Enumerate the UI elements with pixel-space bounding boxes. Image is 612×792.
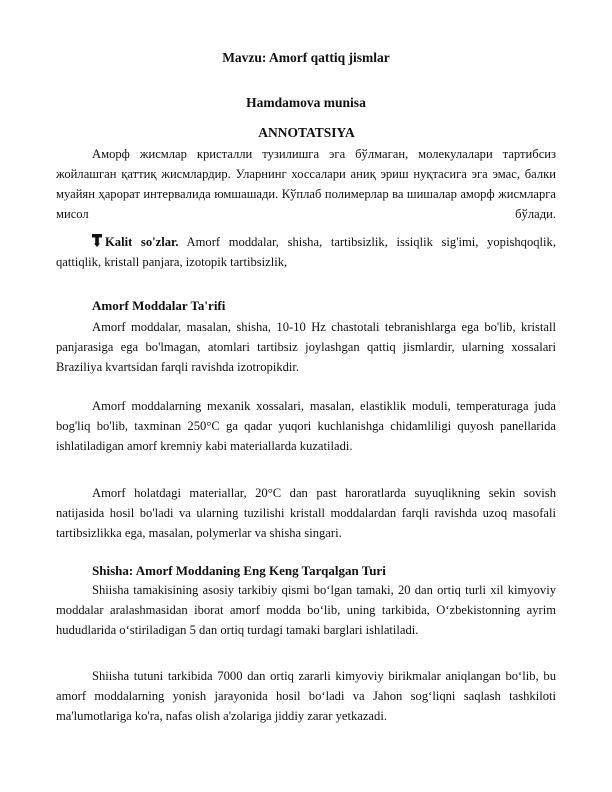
section1-paragraph-3: Amorf holatdagi materiallar, 20°C dan past haroratlarda suyuqlikning sekin sovish natijasida hosil bo'ladi va ularning tuzilishi kristall moddalardan farqli ravishda uzoq masofali tartibsizlikka ega, masalan, polymerlar va shisha singari.	[56, 486, 556, 540]
annotation-heading	[56, 125, 556, 141]
section1-paragraph-1: Amorf moddalar, masalan, shisha, 10-10 Hz chastotali tebranishlarga ega bo'lib, kristall panjarasiga ega bo'lmagan, atomlari tartibsiz joylashgan qattiq jismlardir, ularning xossalari Braziliya kvartsidan farqli ravishda izotropikdir.	[56, 320, 556, 374]
key-icon	[92, 234, 102, 247]
annotation-text: Аморф жисмлар кристалли тузилишга эга бўлмаган, молекулалари тартибсиз жойлашган қаттиқ жисмлардир. Уларнинг хоссалари аниқ эриш нуқтасига эга эмас, балки муайян ҳарорат интервалида юмшашади. Кўплаб полимерлар ва шишалар аморф жисмларга мисол бўлади.	[56, 147, 556, 221]
author-name: Hamdamova munisa	[246, 95, 366, 110]
keywords-label: Kalit so'zlar.	[105, 235, 179, 249]
keywords-paragraph	[56, 232, 556, 272]
section-heading-amorf-moddalar: Amorf Moddalar Ta'rifi	[92, 298, 226, 313]
page-title: Mavzu: Amorf qattiq jismlar	[222, 50, 390, 65]
annotation-heading-text: ANNOTATSIYA	[258, 125, 355, 140]
section-heading-shisha: Shisha: Amorf Moddaning Eng Keng Tarqalgan Turi	[92, 563, 386, 578]
keywords-text: Amorf moddalar, shisha, tartibsizlik, issiqlik sig'imi, yopishqoqlik, qattiqlik, kristall panjara, izotopik tartibsizlik,	[56, 235, 556, 269]
section2-paragraph-2: Shiisha tutuni tarkibida 7000 dan ortiq zararli kimyoviy birikmalar aniqlangan bo‘lib, bu amorf moddalarning yonish jarayonida hosil bo‘ladi va Jahon sog‘liqni saqlash tashkiloti ma'lumotlariga ko'ra, nafas olish a'zolariga jiddiy zarar yetkazadi.	[56, 669, 556, 723]
section1-paragraph-2: Amorf moddalarning mexanik xossalari, masalan, elastiklik moduli, temperaturaga juda bog'liq bo'lib, taxminan 250°C ga qadar yuqori kuchlanishga chidamliligi quyosh panellarida ishlatiladigan amorf kremniy kabi materiallarda kuzatiladi.	[56, 399, 556, 453]
section2-paragraph-1: Shiisha tamakisining asosiy tarkibiy qismi bo‘lgan tamaki, 20 dan ortiq turli xil kimyoviy moddalar aralashmasidan iborat amorf modda bo‘lib, uning tarkibida, O‘zbekistonning ayrim hududlarida o‘stiriladigan 5 dan ortiq turdagi tamaki barglari ishlatiladi.	[56, 583, 556, 637]
